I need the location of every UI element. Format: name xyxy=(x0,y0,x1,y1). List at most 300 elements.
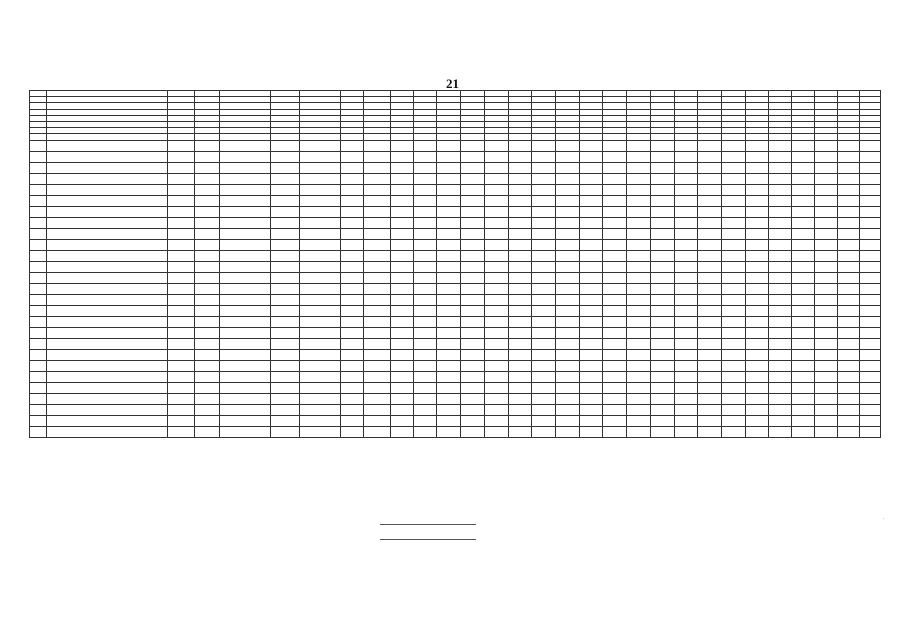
table-cell xyxy=(627,426,651,437)
table-cell xyxy=(30,338,47,349)
table-cell xyxy=(46,195,168,206)
table-cell xyxy=(341,206,364,217)
table-cell xyxy=(484,217,508,228)
table-cell xyxy=(579,393,603,404)
table-cell xyxy=(555,173,579,184)
table-cell xyxy=(271,415,300,426)
table-cell xyxy=(437,382,461,393)
table-cell xyxy=(650,338,674,349)
table-cell xyxy=(341,283,364,294)
table-cell xyxy=(195,393,220,404)
table-cell xyxy=(484,173,508,184)
table-cell xyxy=(698,316,722,327)
table-cell xyxy=(30,393,47,404)
table-cell xyxy=(674,195,698,206)
table-cell xyxy=(532,206,556,217)
table-cell xyxy=(219,272,271,283)
table-cell xyxy=(508,393,532,404)
table-cell xyxy=(437,217,461,228)
table-cell xyxy=(555,239,579,250)
table-cell xyxy=(461,360,485,371)
table-cell xyxy=(437,404,461,415)
table-cell xyxy=(532,371,556,382)
table-cell xyxy=(195,206,220,217)
table-cell xyxy=(860,206,881,217)
table-cell xyxy=(168,162,195,173)
table-cell xyxy=(271,184,300,195)
table-cell xyxy=(792,140,815,151)
table-cell xyxy=(698,206,722,217)
table-cell xyxy=(341,371,364,382)
table-cell xyxy=(300,272,341,283)
table-cell xyxy=(508,382,532,393)
table-cell xyxy=(508,173,532,184)
table-row xyxy=(30,173,881,184)
table-cell xyxy=(271,294,300,305)
table-cell xyxy=(508,206,532,217)
table-cell xyxy=(650,360,674,371)
table-cell xyxy=(650,349,674,360)
table-cell xyxy=(579,250,603,261)
table-cell xyxy=(300,415,341,426)
table-cell xyxy=(46,393,168,404)
table-cell xyxy=(30,217,47,228)
table-cell xyxy=(837,404,860,415)
table-cell xyxy=(46,349,168,360)
table-cell xyxy=(745,195,769,206)
table-cell xyxy=(674,327,698,338)
table-cell xyxy=(603,173,627,184)
table-cell xyxy=(532,294,556,305)
table-cell xyxy=(674,316,698,327)
table-cell xyxy=(603,426,627,437)
table-cell xyxy=(341,294,364,305)
table-cell xyxy=(46,360,168,371)
table-cell xyxy=(579,239,603,250)
table-cell xyxy=(769,371,792,382)
table-cell xyxy=(341,426,364,437)
table-cell xyxy=(219,261,271,272)
table-cell xyxy=(168,371,195,382)
table-cell xyxy=(860,184,881,195)
table-cell xyxy=(792,283,815,294)
table-cell xyxy=(674,184,698,195)
table-cell xyxy=(745,426,769,437)
table-cell xyxy=(461,294,485,305)
table-cell xyxy=(364,349,391,360)
table-cell xyxy=(219,327,271,338)
table-cell xyxy=(437,426,461,437)
table-cell xyxy=(364,195,391,206)
table-cell xyxy=(195,338,220,349)
table-cell xyxy=(722,283,746,294)
table-cell xyxy=(195,140,220,151)
table-cell xyxy=(364,272,391,283)
table-cell xyxy=(579,217,603,228)
table-cell xyxy=(698,217,722,228)
table-cell xyxy=(341,151,364,162)
table-cell xyxy=(698,360,722,371)
table-cell xyxy=(437,393,461,404)
table-cell xyxy=(814,371,837,382)
table-cell xyxy=(300,360,341,371)
table-cell xyxy=(722,162,746,173)
table-cell xyxy=(650,217,674,228)
table-cell xyxy=(413,217,437,228)
table-cell xyxy=(390,349,413,360)
table-cell xyxy=(437,206,461,217)
table-cell xyxy=(837,239,860,250)
table-cell xyxy=(745,338,769,349)
table-cell xyxy=(437,173,461,184)
table-cell xyxy=(814,261,837,272)
table-cell xyxy=(390,272,413,283)
table-cell xyxy=(46,382,168,393)
table-cell xyxy=(413,272,437,283)
table-cell xyxy=(300,239,341,250)
table-cell xyxy=(30,371,47,382)
table-cell xyxy=(271,217,300,228)
table-cell xyxy=(46,294,168,305)
table-cell xyxy=(674,426,698,437)
table-cell xyxy=(769,349,792,360)
table-cell xyxy=(484,371,508,382)
table-cell xyxy=(745,261,769,272)
table-cell xyxy=(461,327,485,338)
table-cell xyxy=(271,426,300,437)
table-cell xyxy=(860,393,881,404)
table-cell xyxy=(722,404,746,415)
table-cell xyxy=(341,349,364,360)
table-cell xyxy=(769,217,792,228)
table-cell xyxy=(627,338,651,349)
table-cell xyxy=(413,327,437,338)
table-cell xyxy=(219,140,271,151)
table-cell xyxy=(413,426,437,437)
table-cell xyxy=(555,338,579,349)
table-cell xyxy=(745,283,769,294)
table-cell xyxy=(508,316,532,327)
table-row xyxy=(30,195,881,206)
table-cell xyxy=(219,162,271,173)
table-cell xyxy=(698,393,722,404)
table-cell xyxy=(837,272,860,283)
table-cell xyxy=(364,250,391,261)
table-cell xyxy=(860,338,881,349)
table-cell xyxy=(30,173,47,184)
table-cell xyxy=(219,184,271,195)
table-row xyxy=(30,393,881,404)
table-cell xyxy=(532,283,556,294)
table-cell xyxy=(769,415,792,426)
table-cell xyxy=(46,283,168,294)
table-cell xyxy=(271,272,300,283)
table-cell xyxy=(484,360,508,371)
table-cell xyxy=(555,162,579,173)
table-cell xyxy=(674,338,698,349)
table-cell xyxy=(579,151,603,162)
table-cell xyxy=(341,382,364,393)
table-cell xyxy=(745,140,769,151)
table-cell xyxy=(745,239,769,250)
table-cell xyxy=(532,217,556,228)
table-cell xyxy=(814,239,837,250)
table-cell xyxy=(722,140,746,151)
table-cell xyxy=(271,316,300,327)
table-cell xyxy=(413,338,437,349)
table-cell xyxy=(650,228,674,239)
table-cell xyxy=(508,327,532,338)
table-cell xyxy=(627,294,651,305)
table-cell xyxy=(532,195,556,206)
table-cell xyxy=(860,195,881,206)
table-cell xyxy=(168,305,195,316)
table-cell xyxy=(437,360,461,371)
table-cell xyxy=(555,360,579,371)
table-cell xyxy=(437,162,461,173)
table-cell xyxy=(792,382,815,393)
table-cell xyxy=(745,371,769,382)
table-cell xyxy=(579,371,603,382)
table-cell xyxy=(698,349,722,360)
table-cell xyxy=(46,371,168,382)
table-cell xyxy=(650,382,674,393)
table-cell xyxy=(650,250,674,261)
table-cell xyxy=(745,151,769,162)
table-cell xyxy=(814,327,837,338)
table-cell xyxy=(814,206,837,217)
table-cell xyxy=(792,327,815,338)
table-cell xyxy=(271,305,300,316)
table-cell xyxy=(484,415,508,426)
table-cell xyxy=(698,415,722,426)
table-cell xyxy=(341,415,364,426)
table-row xyxy=(30,140,881,151)
table-cell xyxy=(437,250,461,261)
table-cell xyxy=(195,272,220,283)
table-cell xyxy=(792,217,815,228)
table-cell xyxy=(508,360,532,371)
table-cell xyxy=(195,261,220,272)
table-cell xyxy=(698,294,722,305)
table-cell xyxy=(814,217,837,228)
table-cell xyxy=(30,294,47,305)
table-cell xyxy=(603,294,627,305)
table-cell xyxy=(195,360,220,371)
table-cell xyxy=(603,228,627,239)
table-cell xyxy=(271,338,300,349)
table-cell xyxy=(555,327,579,338)
table-cell xyxy=(168,338,195,349)
table-cell xyxy=(508,217,532,228)
table-cell xyxy=(603,184,627,195)
table-row xyxy=(30,184,881,195)
table-cell xyxy=(341,140,364,151)
table-cell xyxy=(484,382,508,393)
table-cell xyxy=(364,382,391,393)
table-cell xyxy=(300,261,341,272)
table-cell xyxy=(461,195,485,206)
table-cell xyxy=(603,239,627,250)
table-cell xyxy=(195,294,220,305)
table-cell xyxy=(508,195,532,206)
table-body xyxy=(30,91,881,438)
table-cell xyxy=(837,316,860,327)
table-cell xyxy=(603,371,627,382)
table-cell xyxy=(300,382,341,393)
table-cell xyxy=(837,349,860,360)
table-cell xyxy=(722,261,746,272)
table-cell xyxy=(364,426,391,437)
table-cell xyxy=(674,206,698,217)
table-cell xyxy=(722,360,746,371)
table-cell xyxy=(837,217,860,228)
table-cell xyxy=(30,415,47,426)
table-cell xyxy=(300,184,341,195)
table-cell xyxy=(769,206,792,217)
table-cell xyxy=(300,327,341,338)
table-cell xyxy=(603,162,627,173)
table-cell xyxy=(390,327,413,338)
table-cell xyxy=(579,173,603,184)
table-cell xyxy=(484,184,508,195)
table-cell xyxy=(698,426,722,437)
table-cell xyxy=(860,239,881,250)
table-cell xyxy=(698,261,722,272)
table-cell xyxy=(300,305,341,316)
table-cell xyxy=(769,283,792,294)
table-cell xyxy=(30,283,47,294)
table-cell xyxy=(860,349,881,360)
table-cell xyxy=(168,250,195,261)
table-cell xyxy=(650,316,674,327)
table-cell xyxy=(168,272,195,283)
table-cell xyxy=(532,184,556,195)
table-cell xyxy=(698,272,722,283)
table-cell xyxy=(837,393,860,404)
table-cell xyxy=(603,283,627,294)
table-cell xyxy=(603,360,627,371)
table-cell xyxy=(341,239,364,250)
table-cell xyxy=(484,393,508,404)
table-cell xyxy=(698,327,722,338)
table-row xyxy=(30,426,881,437)
table-cell xyxy=(30,184,47,195)
table-cell xyxy=(769,228,792,239)
table-cell xyxy=(579,228,603,239)
table-cell xyxy=(814,294,837,305)
table-cell xyxy=(792,184,815,195)
table-cell xyxy=(603,206,627,217)
table-cell xyxy=(46,151,168,162)
table-cell xyxy=(674,272,698,283)
table-cell xyxy=(390,305,413,316)
signature-lines xyxy=(380,524,490,554)
table-cell xyxy=(461,371,485,382)
table-cell xyxy=(364,305,391,316)
table-cell xyxy=(837,360,860,371)
table-row xyxy=(30,151,881,162)
table-cell xyxy=(792,316,815,327)
table-cell xyxy=(508,239,532,250)
table-cell xyxy=(769,305,792,316)
table-cell xyxy=(837,426,860,437)
table-cell xyxy=(722,393,746,404)
table-cell xyxy=(769,261,792,272)
table-cell xyxy=(814,393,837,404)
table-cell xyxy=(195,184,220,195)
corner-mark: . xyxy=(883,515,885,521)
table-cell xyxy=(437,272,461,283)
table-cell xyxy=(46,140,168,151)
table-cell xyxy=(627,393,651,404)
table-cell xyxy=(860,261,881,272)
table-cell xyxy=(745,382,769,393)
table-cell xyxy=(769,426,792,437)
table-cell xyxy=(364,140,391,151)
table-cell xyxy=(168,151,195,162)
table-cell xyxy=(461,316,485,327)
table-cell xyxy=(508,415,532,426)
table-cell xyxy=(555,426,579,437)
table-cell xyxy=(627,206,651,217)
table-cell xyxy=(722,338,746,349)
table-cell xyxy=(814,360,837,371)
table-cell xyxy=(413,349,437,360)
table-cell xyxy=(627,162,651,173)
table-cell xyxy=(341,305,364,316)
table-cell xyxy=(271,360,300,371)
table-cell xyxy=(484,151,508,162)
table-cell xyxy=(219,426,271,437)
table-cell xyxy=(437,151,461,162)
table-cell xyxy=(579,162,603,173)
table-cell xyxy=(745,360,769,371)
table-cell xyxy=(837,162,860,173)
table-cell xyxy=(484,261,508,272)
table-cell xyxy=(792,426,815,437)
table-cell xyxy=(219,217,271,228)
table-cell xyxy=(792,272,815,283)
table-cell xyxy=(437,228,461,239)
table-cell xyxy=(413,206,437,217)
table-cell xyxy=(300,151,341,162)
table-cell xyxy=(792,360,815,371)
table-cell xyxy=(837,195,860,206)
table-cell xyxy=(769,250,792,261)
table-cell xyxy=(413,415,437,426)
table-row xyxy=(30,360,881,371)
table-cell xyxy=(168,349,195,360)
signature-line xyxy=(380,524,476,525)
table-cell xyxy=(532,393,556,404)
table-cell xyxy=(341,261,364,272)
table-cell xyxy=(837,327,860,338)
table-cell xyxy=(745,162,769,173)
table-cell xyxy=(627,184,651,195)
table-cell xyxy=(627,151,651,162)
table-cell xyxy=(532,382,556,393)
table-cell xyxy=(461,415,485,426)
table-cell xyxy=(195,404,220,415)
table-cell xyxy=(219,371,271,382)
table-cell xyxy=(698,228,722,239)
table-cell xyxy=(722,327,746,338)
table-cell xyxy=(532,228,556,239)
table-cell xyxy=(364,173,391,184)
table-cell xyxy=(46,228,168,239)
table-cell xyxy=(555,184,579,195)
